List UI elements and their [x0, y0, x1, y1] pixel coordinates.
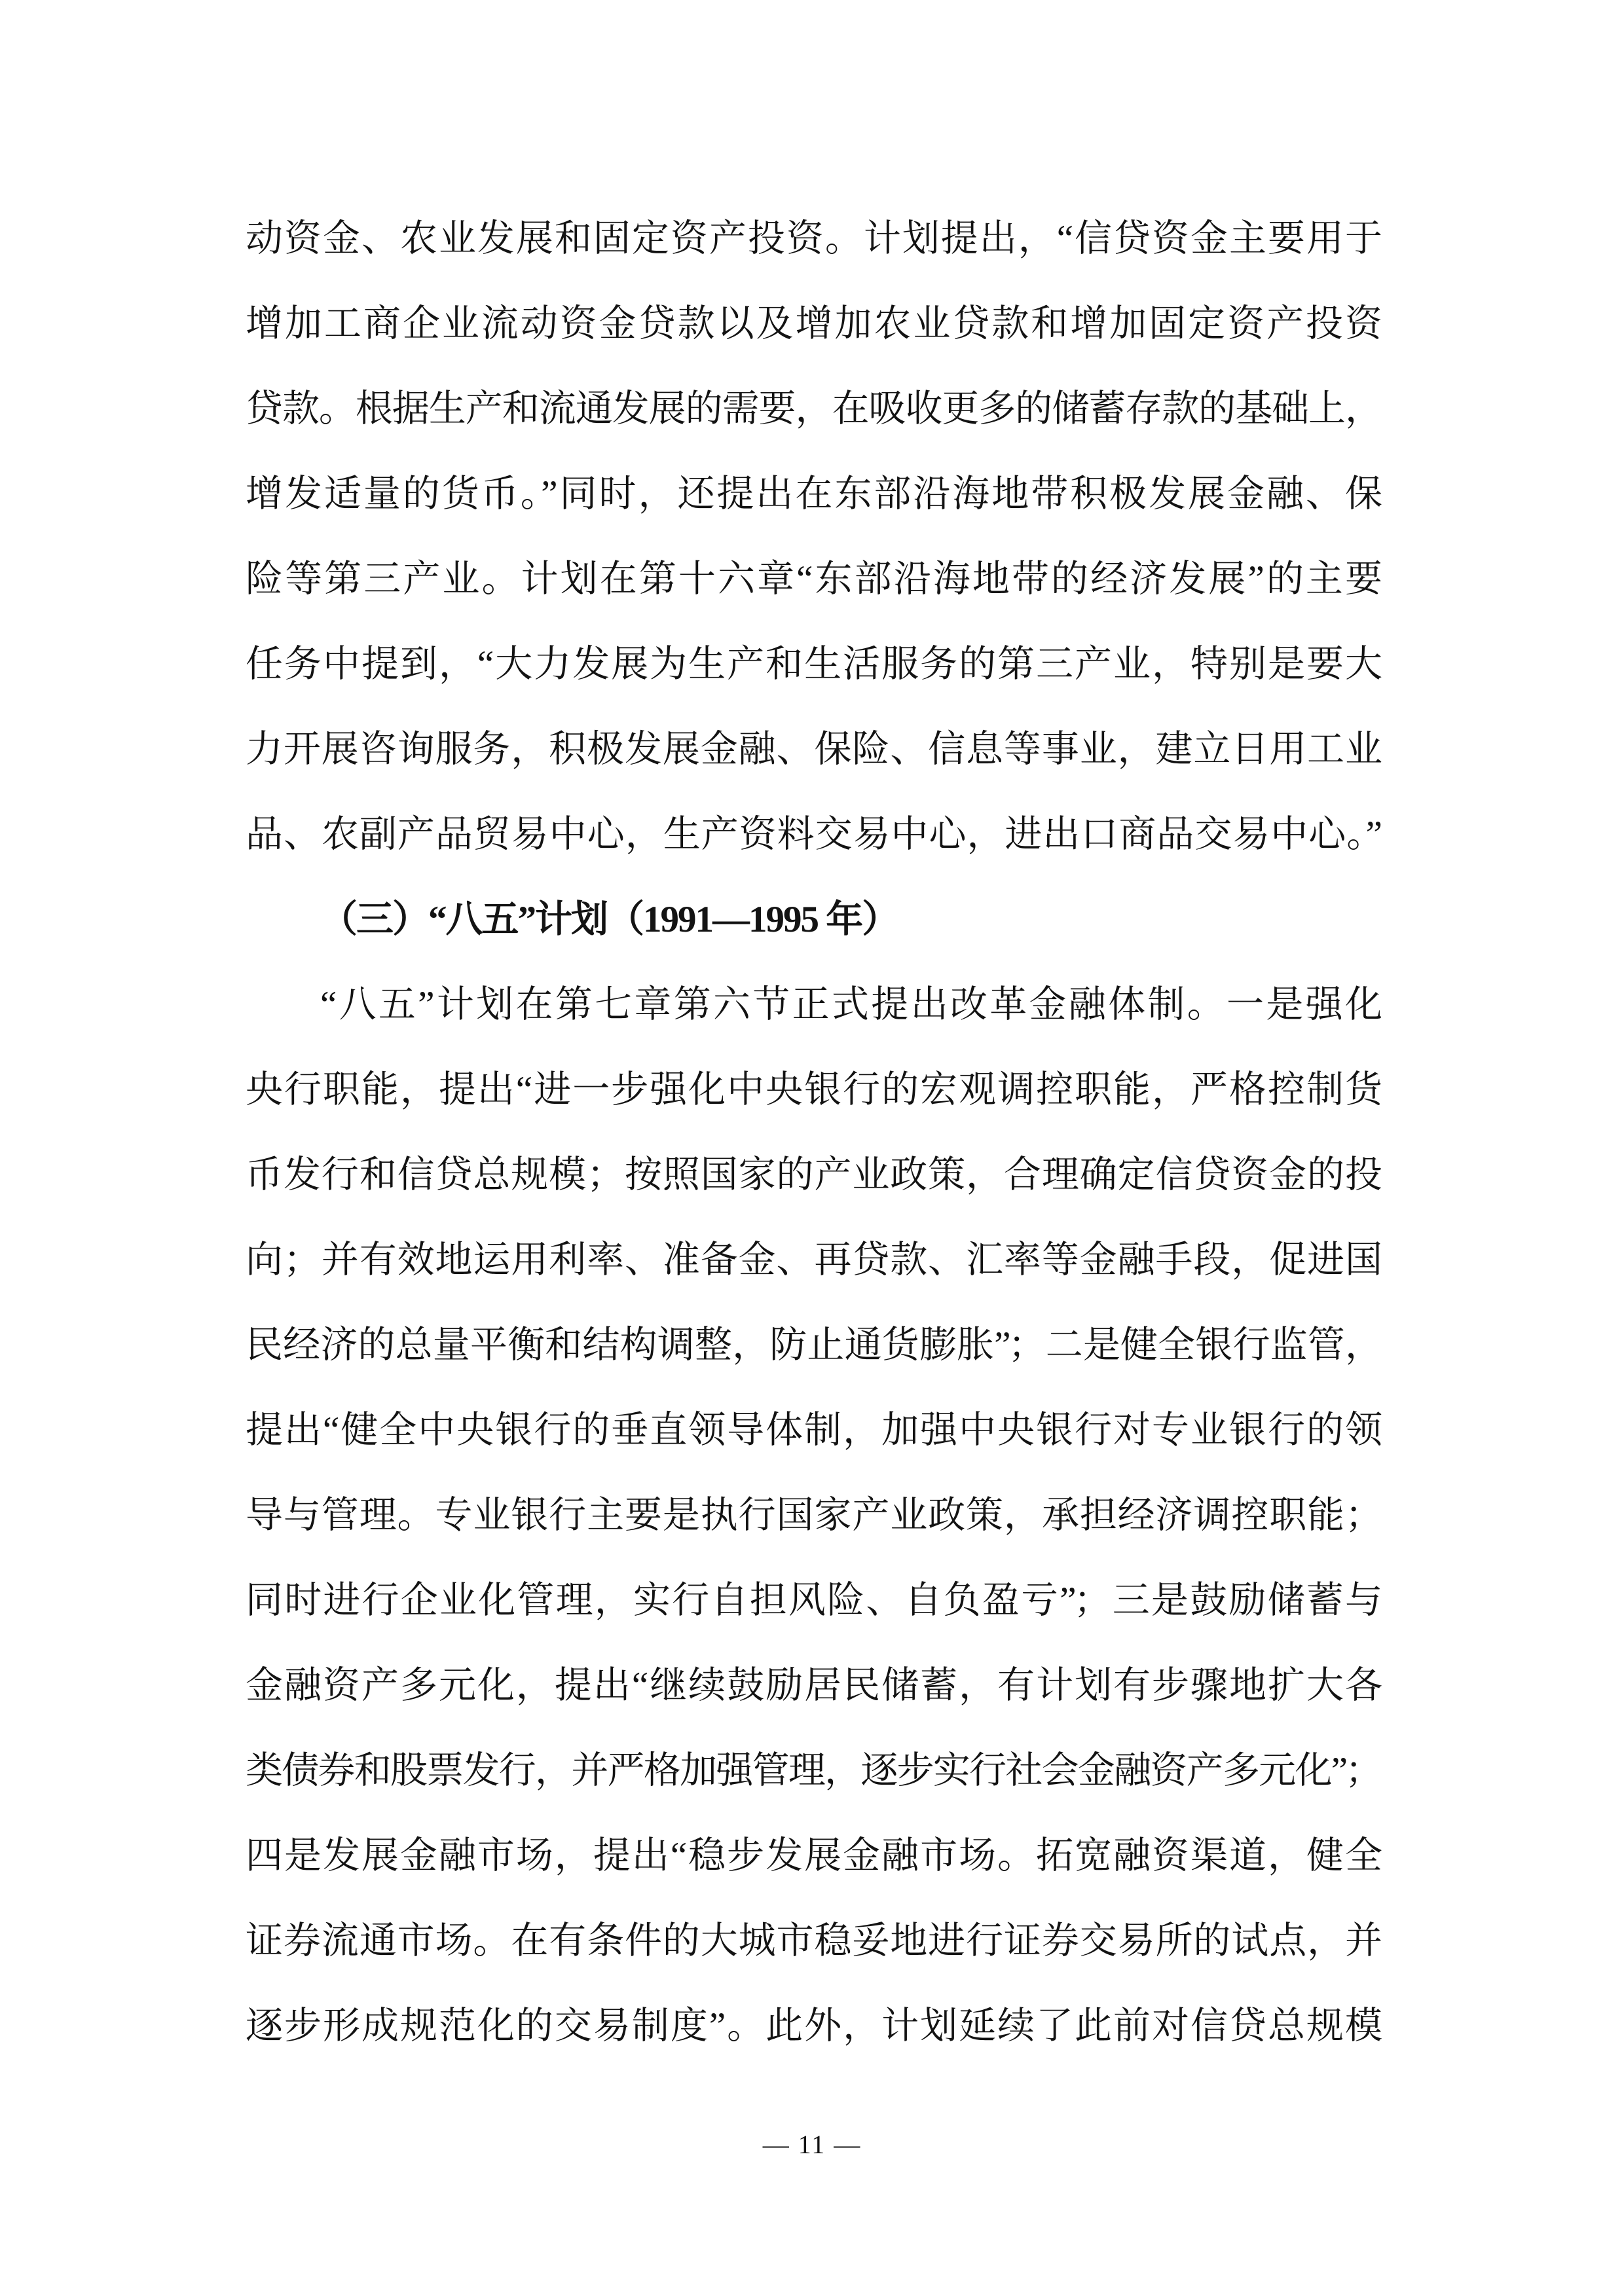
paragraph-line: 金融资产多元化，提出“继续鼓励居民储蓄，有计划有步骤地扩大各 [246, 1665, 1380, 1706]
paragraph-line: 逐步形成规范化的交易制度”。此外，计划延续了此前对信贷总规模 [246, 2005, 1380, 2047]
paragraph-line: 证券流通市场。在有条件的大城市稳妥地进行证券交易所的试点，并 [246, 1920, 1380, 1961]
body-text-block [246, 196, 1380, 2069]
paragraph-line: 力开展咨询服务，积极发展金融、保险、信息等事业，建立日用工业 [246, 729, 1380, 770]
paragraph-line: 提出“健全中央银行的垂直领导体制，加强中央银行对专业银行的领 [246, 1410, 1380, 1451]
paragraph-line: 增发适量的货币。”同时，还提出在东部沿海地带积极发展金融、保 [246, 473, 1380, 515]
paragraph-line: 险等第三产业。计划在第十六章“东部沿海地带的经济发展”的主要 [246, 558, 1380, 600]
paragraph-line: 央行职能，提出“进一步强化中央银行的宏观调控职能，严格控制货 [246, 1069, 1380, 1110]
paragraph-line: 品、农副产品贸易中心，生产资料交易中心，进出口商品交易中心。” [246, 814, 1380, 855]
paragraph-line: 增加工商企业流动资金贷款以及增加农业贷款和增加固定资产投资 [246, 303, 1380, 344]
paragraph-line: 同时进行企业化管理，实行自担风险、自负盈亏”；三是鼓励储蓄与 [246, 1580, 1380, 1621]
paragraph-line: 贷款。根据生产和流通发展的需要，在吸收更多的储蓄存款的基础上， [246, 388, 1380, 429]
paragraph-line: 向；并有效地运用利率、准备金、再贷款、汇率等金融手段，促进国 [246, 1239, 1380, 1281]
paragraph-line: “八五”计划在第七章第六节正式提出改革金融体制。一是强化 [320, 984, 1380, 1025]
paragraph-line: 民经济的总量平衡和结构调整，防止通货膨胀”；二是健全银行监管， [246, 1324, 1380, 1366]
section-heading: （三）“八五”计划（1991—1995 年） [320, 899, 898, 940]
paragraph-line: 类债券和股票发行，并严格加强管理，逐步实行社会金融资产多元化”； [246, 1750, 1380, 1791]
paragraph-line: 动资金、农业发展和固定资产投资。计划提出，“信贷资金主要用于 [246, 218, 1380, 259]
paragraph-line: 任务中提到，“大力发展为生产和生活服务的第三产业，特别是要大 [246, 644, 1380, 685]
paragraph-line: 币发行和信贷总规模；按照国家的产业政策，合理确定信贷资金的投 [246, 1154, 1380, 1195]
page-number: — 11 — [762, 2130, 862, 2159]
paragraph-line: 四是发展金融市场，提出“稳步发展金融市场。拓宽融资渠道，健全 [246, 1835, 1380, 1876]
paragraph-line: 导与管理。专业银行主要是执行国家产业政策，承担经济调控职能； [246, 1495, 1380, 1536]
